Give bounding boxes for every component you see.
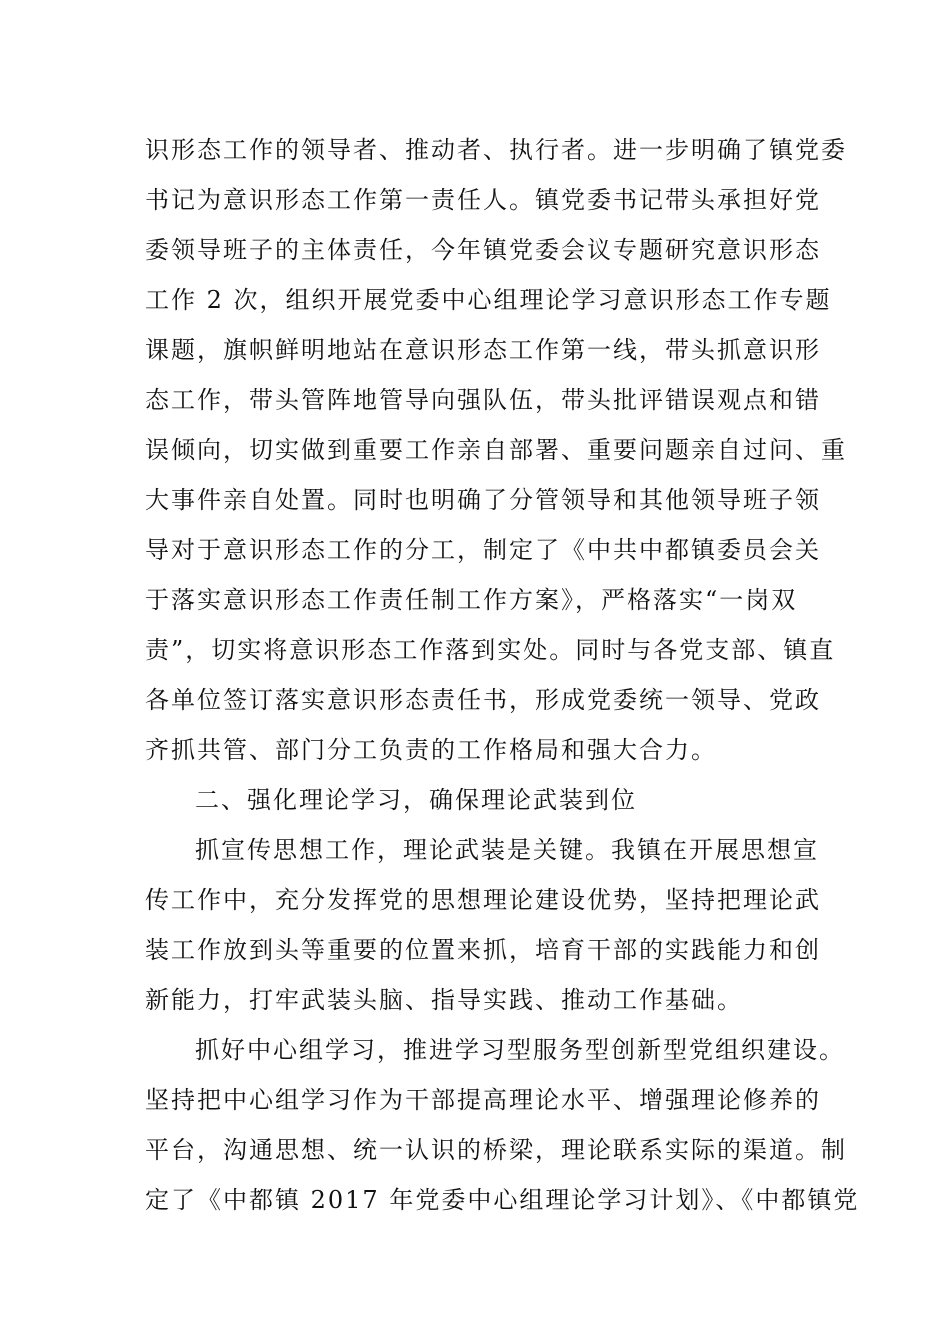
text-line: 抓好中心组学习，推进学习型服务型创新型党组织建设。	[195, 1036, 845, 1064]
text-line: 书记为意识形态工作第一责任人。镇党委书记带头承担好党	[145, 186, 821, 214]
text-line: 抓宣传思想工作，理论武装是关键。我镇在开展思想宣	[195, 836, 819, 864]
text-line: 装工作放到头等重要的位置来抓，培育干部的实践能力和创	[145, 936, 821, 964]
text-line: 于落实意识形态工作责任制工作方案》，严格落实“一岗双	[145, 586, 798, 614]
text-line: 坚持把中心组学习作为干部提高理论水平、增强理论修养的	[145, 1086, 821, 1114]
text-line: 导对于意识形态工作的分工，制定了《中共中都镇委员会关	[145, 536, 821, 564]
text-line: 课题，旗帜鲜明地站在意识形态工作第一线，带头抓意识形	[145, 336, 821, 364]
text-line: 误倾向，切实做到重要工作亲自部署、重要问题亲自过问、重	[145, 436, 847, 464]
text-line: 识形态工作的领导者、推动者、执行者。进一步明确了镇党委	[145, 136, 847, 164]
text-line: 委领导班子的主体责任，今年镇党委会议专题研究意识形态	[145, 236, 821, 264]
text-line: 齐抓共管、部门分工负责的工作格局和强大合力。	[145, 736, 717, 764]
section-heading: 二、强化理论学习，确保理论武装到位	[195, 786, 637, 814]
text-line: 态工作，带头管阵地管导向强队伍，带头批评错误观点和错	[145, 386, 821, 414]
text-line: 大事件亲自处置。同时也明确了分管领导和其他领导班子领	[145, 486, 821, 514]
text-line: 工作 2 次，组织开展党委中心组理论学习意识形态工作专题	[145, 286, 832, 314]
text-line: 平台，沟通思想、统一认识的桥梁，理论联系实际的渠道。制	[145, 1136, 847, 1164]
text-line: 各单位签订落实意识形态责任书，形成党委统一领导、党政	[145, 686, 821, 714]
text-line: 新能力，打牢武装头脑、指导实践、推动工作基础。	[145, 986, 743, 1014]
text-line: 责”，切实将意识形态工作落到实处。同时与各党支部、镇直	[145, 636, 836, 664]
text-line: 定了《中都镇 2017 年党委中心组理论学习计划》、《中都镇党	[145, 1186, 860, 1214]
text-line: 传工作中，充分发挥党的思想理论建设优势，坚持把理论武	[145, 886, 821, 914]
